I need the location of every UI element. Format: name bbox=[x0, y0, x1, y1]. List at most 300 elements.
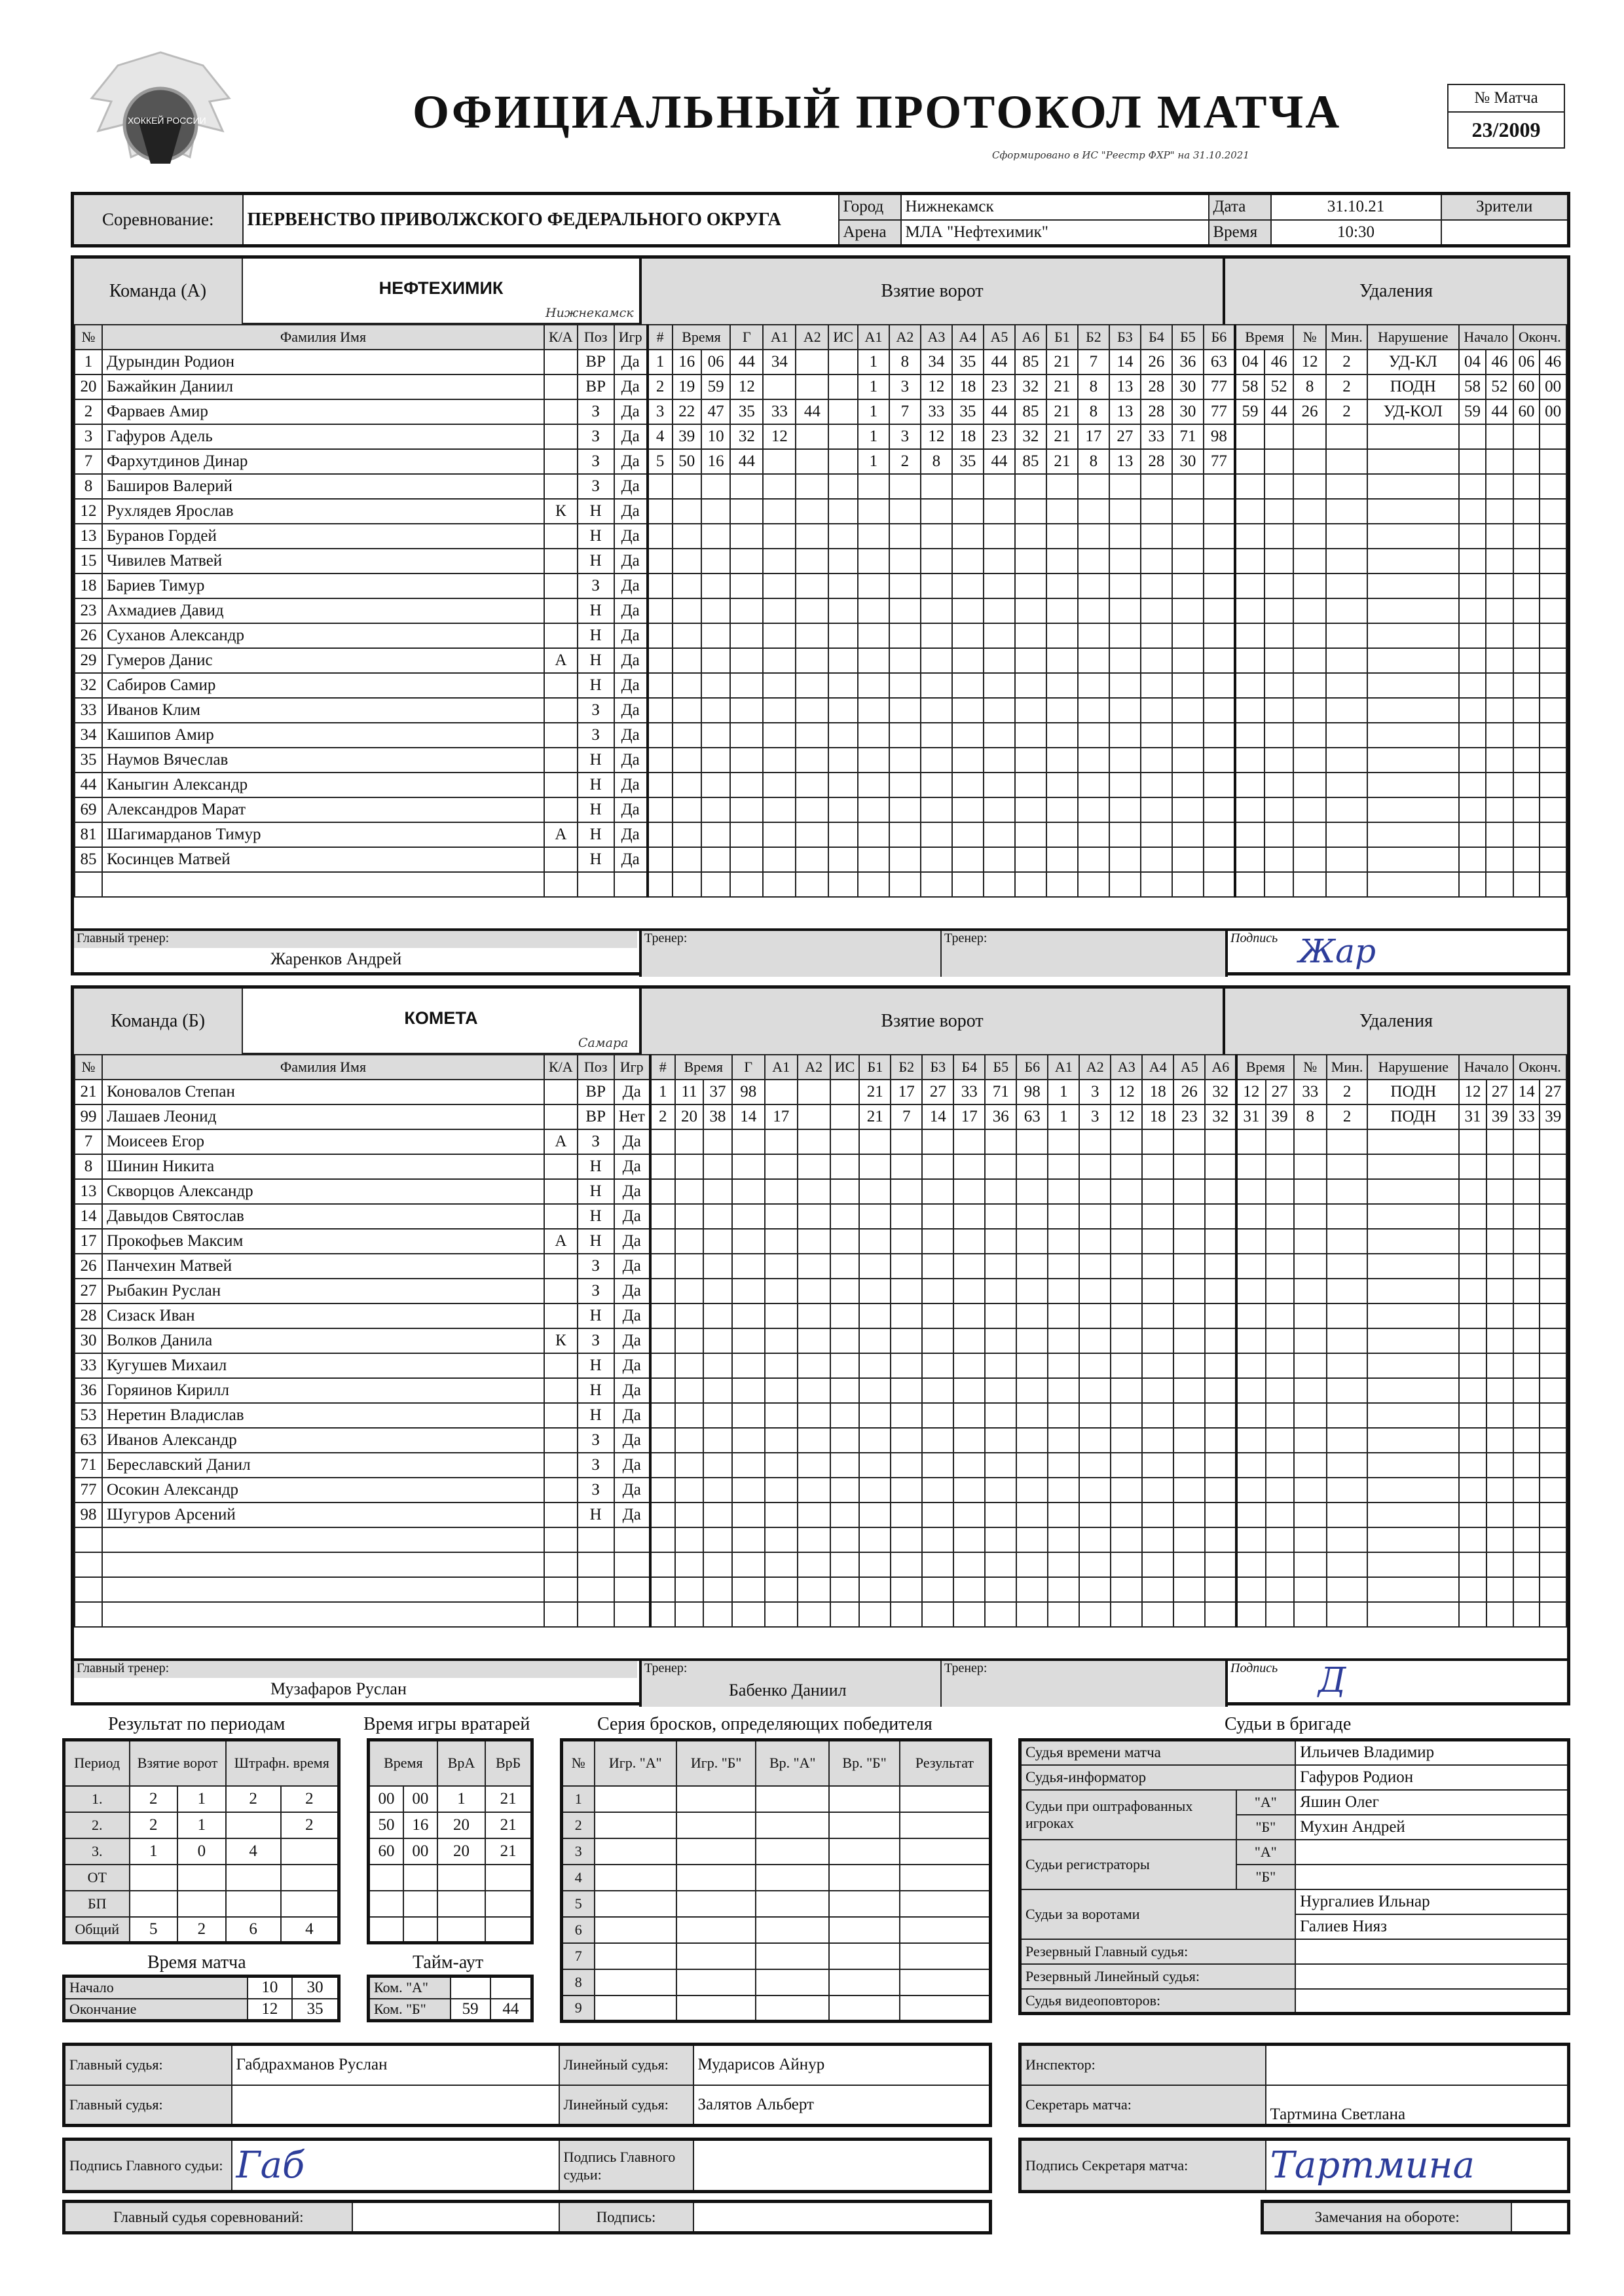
onice-player bbox=[891, 1378, 922, 1403]
goal-min bbox=[675, 1154, 703, 1179]
shootout-cell bbox=[829, 1943, 900, 1969]
onice-player: 30 bbox=[1172, 399, 1204, 424]
period-value bbox=[226, 1891, 281, 1917]
player-number: 63 bbox=[75, 1428, 102, 1453]
player-position: Н bbox=[578, 549, 614, 574]
pen-violation bbox=[1367, 1503, 1459, 1527]
goal-min bbox=[673, 474, 701, 499]
player-number: 21 bbox=[75, 1080, 102, 1104]
goal-num bbox=[650, 1478, 675, 1503]
pen-end-sec bbox=[1540, 1478, 1566, 1503]
onice-player bbox=[984, 723, 1015, 748]
pen-start-sec bbox=[1486, 748, 1513, 773]
onice-player bbox=[921, 474, 952, 499]
player-position: Н bbox=[578, 648, 614, 673]
shootout-cell bbox=[900, 1865, 991, 1891]
pen-player bbox=[1293, 773, 1326, 797]
onice-player bbox=[889, 549, 921, 574]
player-number: 26 bbox=[75, 1254, 102, 1279]
goal-assist2 bbox=[796, 723, 828, 748]
pen-end-min bbox=[1513, 748, 1540, 773]
goal-scorer bbox=[732, 1254, 765, 1279]
player-played: Да bbox=[614, 1403, 650, 1428]
onice-player: 12 bbox=[921, 374, 952, 399]
goal-situation bbox=[830, 1428, 860, 1453]
goal-scorer bbox=[732, 1279, 765, 1303]
pen-min bbox=[1236, 1478, 1265, 1503]
shootout-cell bbox=[829, 1969, 900, 1995]
goal-min bbox=[675, 1503, 703, 1527]
pen-start-min bbox=[1459, 574, 1486, 598]
pen-end-sec bbox=[1540, 1602, 1566, 1627]
onice-player bbox=[859, 1552, 891, 1577]
onice-player bbox=[953, 1353, 985, 1378]
match-end-m: 35 bbox=[292, 1999, 339, 2021]
pen-violation bbox=[1367, 1403, 1459, 1428]
onice-player bbox=[1079, 1378, 1111, 1403]
match-number-box bbox=[1447, 84, 1565, 149]
goal-situation bbox=[830, 1478, 860, 1503]
player-position: Н bbox=[578, 1204, 614, 1229]
match-number: 23/2009 bbox=[1448, 112, 1564, 148]
onice-player bbox=[1109, 524, 1141, 549]
shootout-cell bbox=[900, 1943, 991, 1969]
goal-min bbox=[675, 1527, 703, 1552]
team-table-header bbox=[75, 1055, 1566, 1080]
col-assist1: А1 bbox=[763, 325, 796, 350]
goal-assist1 bbox=[763, 598, 796, 623]
player-number: 81 bbox=[75, 822, 102, 847]
onice-player bbox=[859, 1129, 891, 1154]
goal-scorer bbox=[732, 1328, 765, 1353]
player-role bbox=[544, 673, 578, 698]
goal-judge-2: Галиев Нияз bbox=[1295, 1914, 1568, 1939]
player-position: Н bbox=[578, 623, 614, 648]
onice-player bbox=[1111, 1279, 1142, 1303]
period-label: Общий bbox=[64, 1917, 130, 1943]
onice-player bbox=[921, 748, 952, 773]
onice-player bbox=[1142, 1428, 1173, 1453]
pen-start-min bbox=[1459, 872, 1486, 897]
goal-assist2 bbox=[796, 350, 828, 374]
goalie-value: 00 bbox=[369, 1786, 404, 1812]
onice-player bbox=[953, 1552, 985, 1577]
pen-min bbox=[1235, 424, 1264, 449]
onice-player bbox=[1173, 1154, 1205, 1179]
pen-end-min bbox=[1513, 847, 1540, 872]
comp-ref bbox=[352, 2202, 559, 2233]
onice-player bbox=[1141, 524, 1172, 549]
onice-player bbox=[891, 1204, 922, 1229]
table-row bbox=[75, 1328, 1566, 1353]
pen-end-min: 06 bbox=[1513, 350, 1540, 374]
pen-end-min bbox=[1513, 1527, 1540, 1552]
pen-min bbox=[1235, 797, 1264, 822]
period-label: 2. bbox=[64, 1812, 130, 1838]
goal-num bbox=[650, 1353, 675, 1378]
player-number: 3 bbox=[75, 424, 102, 449]
reg-b-label: "Б" bbox=[1236, 1865, 1296, 1889]
goal-min bbox=[673, 872, 701, 897]
onice-player bbox=[1173, 1552, 1205, 1577]
onice-player bbox=[985, 1602, 1016, 1627]
table-row bbox=[75, 1279, 1566, 1303]
goal-sec: 06 bbox=[701, 350, 730, 374]
goalie-b-header: ВрБ bbox=[485, 1740, 532, 1786]
pen-minutes bbox=[1326, 797, 1367, 822]
pen-start-sec bbox=[1486, 648, 1513, 673]
period-value: 1 bbox=[130, 1838, 178, 1865]
pen-sec: 46 bbox=[1264, 350, 1293, 374]
goal-sec bbox=[703, 1204, 731, 1229]
onice-player bbox=[1141, 673, 1172, 698]
onice-player bbox=[1016, 1254, 1048, 1279]
onice-player bbox=[1016, 1129, 1048, 1154]
onice-player bbox=[1048, 1303, 1079, 1328]
onice-player bbox=[1111, 1179, 1142, 1204]
onice-player bbox=[922, 1552, 953, 1577]
onice-player: 8 bbox=[1078, 449, 1109, 474]
col-name: Фамилия Имя bbox=[102, 1055, 544, 1080]
pen-end-min bbox=[1513, 1179, 1540, 1204]
onice-player: 23 bbox=[984, 374, 1015, 399]
table-row bbox=[75, 1179, 1566, 1204]
onice-player bbox=[953, 1254, 985, 1279]
pen-minutes bbox=[1327, 1154, 1368, 1179]
onice-player bbox=[859, 1303, 891, 1328]
onice-player bbox=[1048, 1577, 1079, 1602]
pen-start-min bbox=[1459, 1478, 1486, 1503]
onice-player bbox=[1205, 1179, 1236, 1204]
onice-player bbox=[1016, 1527, 1048, 1552]
onice-player bbox=[889, 524, 921, 549]
onice-player bbox=[1172, 698, 1204, 723]
pen-player bbox=[1294, 1503, 1327, 1527]
onice-player: 36 bbox=[1172, 350, 1204, 374]
pen-end-min bbox=[1513, 1403, 1540, 1428]
goal-situation bbox=[830, 1602, 860, 1627]
goal-assist2 bbox=[798, 1154, 830, 1179]
table-row bbox=[75, 723, 1566, 748]
onice-player bbox=[1204, 673, 1235, 698]
onice-player bbox=[891, 1254, 922, 1279]
player-played: Да bbox=[614, 449, 648, 474]
goal-sec bbox=[703, 1453, 731, 1478]
pen-min bbox=[1235, 598, 1264, 623]
onice-player: 12 bbox=[921, 424, 952, 449]
col-pen-time: Время bbox=[1235, 325, 1293, 350]
onice-player bbox=[1111, 1353, 1142, 1378]
onice-player bbox=[889, 748, 921, 773]
onice-player bbox=[1016, 1453, 1048, 1478]
onice-player bbox=[1079, 1527, 1111, 1552]
periods-header bbox=[64, 1740, 339, 1786]
onice-player: 44 bbox=[984, 350, 1015, 374]
player-role bbox=[544, 847, 578, 872]
goal-scorer bbox=[730, 574, 763, 598]
shootout-cell bbox=[595, 1917, 677, 1943]
team-b-label: Команда (Б) bbox=[74, 989, 243, 1054]
onice-player bbox=[889, 499, 921, 524]
onice-player bbox=[859, 1503, 891, 1527]
col-goal-scorer: Г bbox=[732, 1055, 765, 1080]
onice-player bbox=[1111, 1453, 1142, 1478]
player-played: Да bbox=[614, 1254, 650, 1279]
onice-player bbox=[1173, 1353, 1205, 1378]
onice-player bbox=[859, 1453, 891, 1478]
timeout-b-label: Ком. "Б" bbox=[369, 1999, 451, 2021]
goal-num bbox=[648, 648, 673, 673]
onice-player bbox=[1109, 549, 1141, 574]
goal-assist1 bbox=[763, 797, 796, 822]
col-pos: Поз bbox=[578, 325, 614, 350]
onice-player bbox=[1015, 698, 1046, 723]
goal-sec bbox=[703, 1229, 731, 1254]
player-number: 69 bbox=[75, 797, 102, 822]
pen-start-sec bbox=[1486, 1254, 1513, 1279]
onice-player bbox=[953, 1303, 985, 1328]
shootout-cell bbox=[900, 1969, 991, 1995]
player-position: Н bbox=[578, 773, 614, 797]
onice-player bbox=[1016, 1503, 1048, 1527]
sign-main2-label: Подпись Главного судьи: bbox=[559, 2140, 693, 2192]
player-played bbox=[614, 1577, 650, 1602]
player-position: ВР bbox=[578, 1080, 614, 1104]
pen-sec bbox=[1264, 698, 1293, 723]
pen-end-sec bbox=[1540, 797, 1566, 822]
pen-violation bbox=[1367, 698, 1459, 723]
period-value: 2 bbox=[130, 1786, 178, 1812]
team-a-sign-label: Подпись bbox=[1225, 931, 1567, 977]
pen-player bbox=[1293, 723, 1326, 748]
player-role bbox=[544, 1602, 578, 1627]
onice-player bbox=[922, 1254, 953, 1279]
pen-end-min bbox=[1513, 1428, 1540, 1453]
player-position: Н bbox=[578, 822, 614, 847]
onice-player bbox=[1204, 499, 1235, 524]
goal-assist1 bbox=[763, 449, 796, 474]
team-b-table bbox=[74, 1054, 1567, 1628]
player-number: 34 bbox=[75, 723, 102, 748]
pen-violation bbox=[1367, 1129, 1459, 1154]
player-name: Александров Марат bbox=[102, 797, 544, 822]
onice-player bbox=[1079, 1453, 1111, 1478]
onice-player bbox=[1205, 1577, 1236, 1602]
pen-violation bbox=[1367, 474, 1459, 499]
onice-player bbox=[1173, 1328, 1205, 1353]
pen-min bbox=[1235, 673, 1264, 698]
onice-player bbox=[1205, 1328, 1236, 1353]
player-role bbox=[544, 1378, 578, 1403]
onice-player bbox=[1173, 1254, 1205, 1279]
onice-player bbox=[952, 723, 984, 748]
pen-minutes bbox=[1326, 773, 1367, 797]
onice-player bbox=[1078, 723, 1109, 748]
onice-player bbox=[922, 1229, 953, 1254]
pen-minutes bbox=[1326, 424, 1367, 449]
onice-player bbox=[1111, 1204, 1142, 1229]
pen-minutes bbox=[1327, 1229, 1368, 1254]
shootout-cell bbox=[756, 1943, 829, 1969]
player-played: Да bbox=[614, 424, 648, 449]
col-goal-num: # bbox=[648, 325, 673, 350]
shootout-cell bbox=[676, 1865, 756, 1891]
table-row bbox=[75, 748, 1566, 773]
onice-player bbox=[1141, 549, 1172, 574]
pen-sec bbox=[1266, 1328, 1294, 1353]
onice-player bbox=[891, 1328, 922, 1353]
onice-player bbox=[889, 673, 921, 698]
onice-player bbox=[921, 872, 952, 897]
table-row bbox=[75, 698, 1566, 723]
onice-player bbox=[953, 1602, 985, 1627]
onice-player bbox=[859, 1403, 891, 1428]
goal-assist2 bbox=[798, 1204, 830, 1229]
goal-num bbox=[648, 872, 673, 897]
pen-start-min: 59 bbox=[1459, 399, 1486, 424]
pen-sec bbox=[1264, 549, 1293, 574]
onice-player bbox=[1046, 723, 1078, 748]
onice-player: 17 bbox=[953, 1104, 985, 1129]
player-played: Да bbox=[614, 1080, 650, 1104]
onice-player bbox=[1142, 1602, 1173, 1627]
col-onice-5: Б6 bbox=[1016, 1055, 1048, 1080]
shootout-row bbox=[562, 1943, 991, 1969]
pen-sec bbox=[1266, 1428, 1294, 1453]
team-b-section bbox=[71, 985, 1570, 1705]
onice-player bbox=[1016, 1428, 1048, 1453]
onice-player: 77 bbox=[1204, 449, 1235, 474]
pen-min bbox=[1235, 698, 1264, 723]
onice-player bbox=[1109, 474, 1141, 499]
onice-player bbox=[858, 847, 889, 872]
goalie-value bbox=[485, 1917, 532, 1943]
pen-start-min bbox=[1459, 1353, 1486, 1378]
player-number: 14 bbox=[75, 1204, 102, 1229]
onice-player: 17 bbox=[1078, 424, 1109, 449]
timeout-table bbox=[367, 1975, 534, 2022]
generated-note: Сформировано в ИС "Реестр ФХР" на 31.10.2021 bbox=[992, 149, 1249, 161]
onice-player bbox=[891, 1303, 922, 1328]
goalie-value bbox=[437, 1891, 486, 1917]
pen-start-min bbox=[1459, 1577, 1486, 1602]
goal-num bbox=[648, 797, 673, 822]
goalie-value bbox=[437, 1917, 486, 1943]
pen-min bbox=[1235, 474, 1264, 499]
onice-player bbox=[1048, 1403, 1079, 1428]
onice-player bbox=[1079, 1403, 1111, 1428]
shootout-cell bbox=[829, 1812, 900, 1838]
goalie-value bbox=[403, 1891, 437, 1917]
period-value: 2 bbox=[177, 1917, 226, 1943]
player-position: Н bbox=[578, 1229, 614, 1254]
pen-player bbox=[1294, 1129, 1327, 1154]
goal-num bbox=[650, 1129, 675, 1154]
pen-player bbox=[1294, 1403, 1327, 1428]
goal-assist1 bbox=[763, 822, 796, 847]
onice-player: 8 bbox=[1078, 399, 1109, 424]
goal-num bbox=[648, 723, 673, 748]
reg-a-label: "А" bbox=[1236, 1840, 1296, 1865]
player-role bbox=[544, 1353, 578, 1378]
goal-situation bbox=[828, 399, 858, 424]
pen-minutes bbox=[1326, 549, 1367, 574]
onice-player bbox=[889, 773, 921, 797]
shootout-cell bbox=[595, 1812, 677, 1838]
onice-player bbox=[1173, 1279, 1205, 1303]
shootout-col-header: Игр. "А" bbox=[595, 1740, 677, 1786]
goal-situation bbox=[830, 1129, 860, 1154]
onice-player bbox=[1205, 1254, 1236, 1279]
onice-player: 18 bbox=[1142, 1104, 1173, 1129]
period-value: 6 bbox=[226, 1917, 281, 1943]
pen-min bbox=[1236, 1453, 1265, 1478]
pen-minutes bbox=[1326, 524, 1367, 549]
onice-player bbox=[984, 474, 1015, 499]
goal-sec bbox=[703, 1403, 731, 1428]
pen-violation bbox=[1367, 773, 1459, 797]
player-number: 36 bbox=[75, 1378, 102, 1403]
timeout-a-label: Ком. "А" bbox=[369, 1977, 451, 1999]
player-position: Н bbox=[578, 797, 614, 822]
onice-player bbox=[1048, 1453, 1079, 1478]
pen-end-min bbox=[1513, 598, 1540, 623]
onice-player bbox=[1172, 723, 1204, 748]
pen-start-min bbox=[1459, 1552, 1486, 1577]
player-name: Гафуров Адель bbox=[102, 424, 544, 449]
player-role bbox=[544, 1552, 578, 1577]
pen-player bbox=[1293, 698, 1326, 723]
player-played bbox=[614, 1527, 650, 1552]
onice-player bbox=[1079, 1303, 1111, 1328]
player-played: Да bbox=[614, 598, 648, 623]
goal-scorer bbox=[730, 748, 763, 773]
goal-situation bbox=[830, 1378, 860, 1403]
pen-minutes bbox=[1326, 748, 1367, 773]
player-number bbox=[75, 1527, 102, 1552]
onice-player bbox=[1079, 1254, 1111, 1279]
onice-player bbox=[1204, 549, 1235, 574]
onice-player: 8 bbox=[1078, 374, 1109, 399]
goal-sec bbox=[701, 648, 730, 673]
shootout-title: Серия бросков, определяющих победителя bbox=[597, 1714, 932, 1734]
goal-num bbox=[650, 1328, 675, 1353]
onice-player bbox=[1173, 1602, 1205, 1627]
table-row bbox=[75, 673, 1566, 698]
pen-start-sec bbox=[1486, 598, 1513, 623]
pen-sec bbox=[1266, 1527, 1294, 1552]
pen-start-sec bbox=[1486, 773, 1513, 797]
onice-player bbox=[1204, 474, 1235, 499]
goal-scorer bbox=[730, 797, 763, 822]
pen-minutes bbox=[1326, 822, 1367, 847]
player-position: З bbox=[578, 474, 614, 499]
onice-player: 13 bbox=[1109, 374, 1141, 399]
goal-sec bbox=[701, 524, 730, 549]
goal-assist2 bbox=[798, 1129, 830, 1154]
pen-player bbox=[1294, 1428, 1327, 1453]
onice-player bbox=[985, 1453, 1016, 1478]
pen-end-min bbox=[1513, 549, 1540, 574]
player-position: Н bbox=[578, 1378, 614, 1403]
onice-player bbox=[985, 1478, 1016, 1503]
pen-end-sec: 39 bbox=[1540, 1104, 1566, 1129]
shootout-cell bbox=[595, 1969, 677, 1995]
goal-assist1 bbox=[765, 1503, 798, 1527]
pen-violation bbox=[1367, 449, 1459, 474]
shootout-col-header: № bbox=[562, 1740, 595, 1786]
player-role bbox=[544, 1204, 578, 1229]
